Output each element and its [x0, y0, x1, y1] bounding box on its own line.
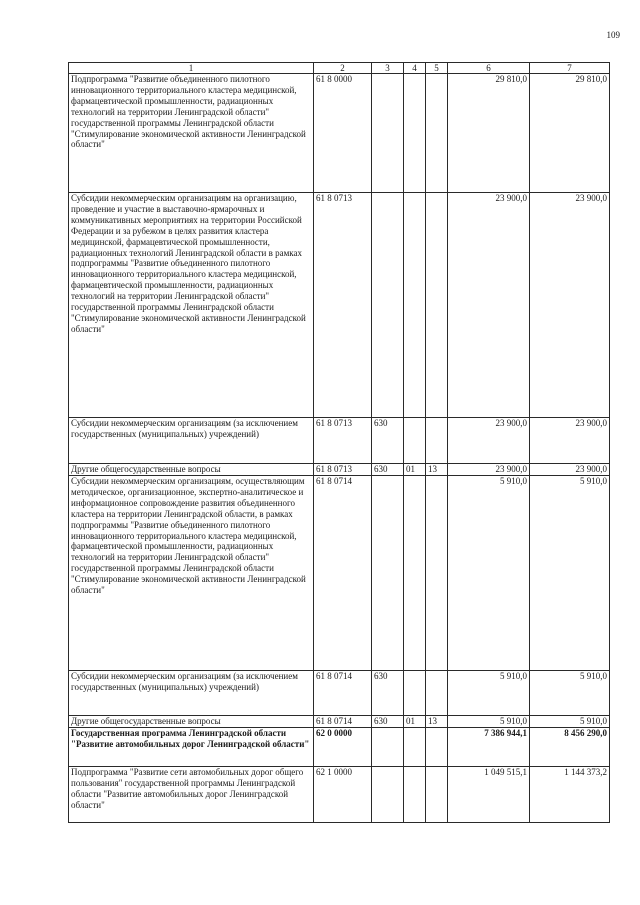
section-code: [404, 767, 426, 823]
table-row: [69, 74, 610, 193]
column-header: 6: [448, 63, 530, 74]
section-code: 01: [404, 716, 426, 728]
expense-type-code: [372, 767, 404, 823]
table-row: [69, 464, 610, 476]
table-header-row: [69, 63, 610, 74]
section-code: [404, 671, 426, 716]
row-description: Другие общегосударственные вопросы: [69, 716, 314, 728]
target-article-code: 62 0 0000: [314, 728, 372, 767]
expense-type-code: [372, 728, 404, 767]
column-header: 1: [69, 63, 314, 74]
subsection-code: [426, 767, 448, 823]
subsection-code: 13: [426, 716, 448, 728]
row-description: Подпрограмма "Развитие сети автомобильных дорог общего пользования" государственной программы Ленинградской области "Развитие автомобильных дорог Ленинградской области": [69, 767, 314, 823]
column-header: 5: [426, 63, 448, 74]
row-description: Субсидии некоммерческим организациям, осуществляющим методическое, организационное, экспертно-аналитическое и информационное сопровождение развития объединенного кластера на территории Ленинградской области, в рамках подпрограммы "Развитие объединенного пилотного инновационного территориального кластера медицинской, фармацевтической промышленности, радиационных технологий на территории Ленинградской области" государственной программы Ленинградской области "Стимулирование экономической активности Ленинградской области": [69, 476, 314, 671]
target-article-code: 61 8 0713: [314, 418, 372, 464]
target-article-code: 61 8 0714: [314, 476, 372, 671]
amount-year-1: 23 900,0: [448, 193, 530, 418]
amount-year-1: 23 900,0: [448, 464, 530, 476]
amount-year-2: 23 900,0: [530, 193, 610, 418]
amount-year-2: 5 910,0: [530, 671, 610, 716]
amount-year-2: 23 900,0: [530, 418, 610, 464]
expense-type-code: 630: [372, 464, 404, 476]
subsection-code: [426, 193, 448, 418]
amount-year-2: 23 900,0: [530, 464, 610, 476]
target-article-code: 62 1 0000: [314, 767, 372, 823]
table-row: [69, 716, 610, 728]
target-article-code: 61 8 0713: [314, 464, 372, 476]
expense-type-code: 630: [372, 671, 404, 716]
expense-type-code: [372, 74, 404, 193]
expense-type-code: 630: [372, 716, 404, 728]
amount-year-2: 1 144 373,2: [530, 767, 610, 823]
subsection-code: [426, 74, 448, 193]
amount-year-1: 7 386 944,1: [448, 728, 530, 767]
target-article-code: 61 8 0714: [314, 671, 372, 716]
row-description: Субсидии некоммерческим организациям (за исключением государственных (муниципальных) учреждений): [69, 418, 314, 464]
expense-type-code: [372, 476, 404, 671]
amount-year-2: 5 910,0: [530, 476, 610, 671]
target-article-code: 61 8 0000: [314, 74, 372, 193]
page-number: 109: [606, 30, 620, 40]
amount-year-2: 5 910,0: [530, 716, 610, 728]
section-code: [404, 476, 426, 671]
row-description: Другие общегосударственные вопросы: [69, 464, 314, 476]
amount-year-1: 29 810,0: [448, 74, 530, 193]
row-description: Подпрограмма "Развитие объединенного пилотного инновационного территориального кластера медицинской, фармацевтической промышленности, радиационных технологий на территории Ленинградской области" государственной программы Ленинградской области "Стимулирование экономической активности Ленинградской области": [69, 74, 314, 193]
column-header: 7: [530, 63, 610, 74]
amount-year-2: 29 810,0: [530, 74, 610, 193]
row-description: Государственная программа Ленинградской области "Развитие автомобильных дорог Ленинградской области": [69, 728, 314, 767]
amount-year-1: 5 910,0: [448, 476, 530, 671]
section-code: 01: [404, 464, 426, 476]
target-article-code: 61 8 0714: [314, 716, 372, 728]
table-row: [69, 418, 610, 464]
section-code: [404, 728, 426, 767]
row-description: Субсидии некоммерческим организациям (за исключением государственных (муниципальных) учреждений): [69, 671, 314, 716]
subsection-code: [426, 728, 448, 767]
amount-year-1: 23 900,0: [448, 418, 530, 464]
subsection-code: 13: [426, 464, 448, 476]
budget-table: [68, 62, 610, 823]
row-description: Субсидии некоммерческим организациям на организацию, проведение и участие в выставочно-ярмарочных и коммуникативных мероприятиях на территории Российской Федерации и за рубежом в целях развития кластера медицинской, фармацевтической промышленности, радиационных технологий Ленинградской области в рамках подпрограммы "Развитие объединенного пилотного инновационного территориального кластера медицинской, фармацевтической промышленности, радиационных технологий на территории Ленинградской области" государственной программы Ленинградской области "Стимулирование экономической активности Ленинградской области": [69, 193, 314, 418]
amount-year-1: 1 049 515,1: [448, 767, 530, 823]
target-article-code: 61 8 0713: [314, 193, 372, 418]
table-row: [69, 767, 610, 823]
table-row: [69, 671, 610, 716]
table-row: [69, 476, 610, 671]
expense-type-code: 630: [372, 418, 404, 464]
subsection-code: [426, 476, 448, 671]
subsection-code: [426, 671, 448, 716]
table-row: [69, 728, 610, 767]
column-header: 3: [372, 63, 404, 74]
amount-year-2: 8 456 290,0: [530, 728, 610, 767]
column-header: 4: [404, 63, 426, 74]
expense-type-code: [372, 193, 404, 418]
section-code: [404, 193, 426, 418]
section-code: [404, 418, 426, 464]
section-code: [404, 74, 426, 193]
subsection-code: [426, 418, 448, 464]
table-row: [69, 193, 610, 418]
column-header: 2: [314, 63, 372, 74]
amount-year-1: 5 910,0: [448, 716, 530, 728]
amount-year-1: 5 910,0: [448, 671, 530, 716]
